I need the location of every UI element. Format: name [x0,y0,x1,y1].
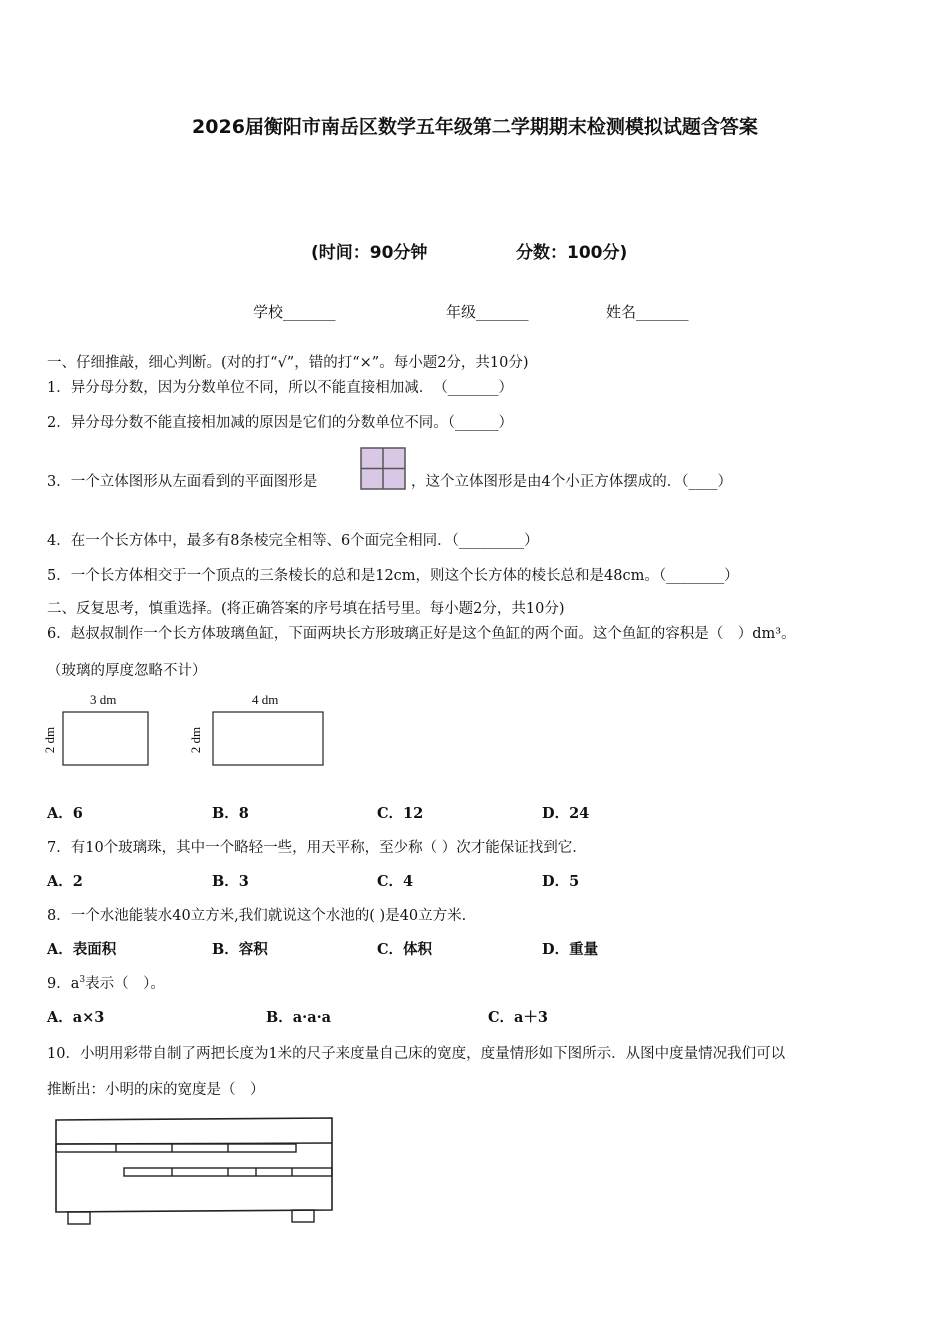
q8-option-a[interactable]: A．表面积 [47,941,117,958]
left-view-figure [360,447,406,490]
q9-option-a[interactable]: A．a×3 [47,1009,105,1026]
q7-option-a[interactable]: A．2 [47,873,83,890]
glass-2-height-label: 2 dm [188,726,204,754]
glass-1-rectangle [60,709,152,769]
glass-2-rectangle [210,709,327,769]
question-6: 6．赵叔叔制作一个长方体玻璃鱼缸，下面两块长方形玻璃正好是这个鱼缸的两个面。这个鱼缸的容积是（ ）dm³。 [47,626,796,642]
section-2-heading: 二、反复思考，慎重选择。(将正确答案的序号填在括号里。每小题2分，共10分) [47,601,565,617]
section-1-heading: 一、仔细推敲，细心判断。(对的打“√”，错的打“×”。每小题2分，共10分) [47,355,529,371]
q9-option-b[interactable]: B．a·a·a [266,1009,332,1026]
name-field: 姓名_______ [606,303,689,321]
glass-1-height-label: 2 dm [42,726,58,754]
q6-option-b[interactable]: B．8 [212,805,249,822]
question-2: 2．异分母分数不能直接相加减的原因是它们的分数单位不同。（______） [47,415,513,431]
school-field: 学校_______ [253,303,336,321]
q9-prefix: 9．a [47,976,80,992]
question-1: 1．异分母分数，因为分数单位不同，所以不能直接相加减． （_______） [47,380,513,396]
question-3-before: 3．一个立体图形从左面看到的平面图形是 [47,474,318,490]
q6-option-d[interactable]: D．24 [542,805,590,822]
q9-suffix: 表示（ ）。 [85,976,165,992]
q8-option-c[interactable]: C．体积 [377,941,433,958]
q8-option-b[interactable]: B．容积 [212,941,268,958]
q7-option-b[interactable]: B．3 [212,873,249,890]
glass-1-width-label: 3 dm [90,692,117,707]
q9-option-c[interactable]: C．a＋3 [488,1009,549,1026]
q8-option-d[interactable]: D．重量 [542,941,599,958]
question-7: 7．有10个玻璃珠，其中一个略轻一些，用天平称，至少称（ ）次才能保证找到它． [47,840,587,856]
exam-score: 分数：100分) [516,243,628,263]
q7-option-d[interactable]: D．5 [542,873,580,890]
page-title: 2026届衡阳市南岳区数学五年级第二学期期末检测模拟试题含答案 [192,116,758,138]
q7-option-c[interactable]: C．4 [377,873,414,890]
question-3-after: ，这个立体图形是由4个小正方体摆成的．（____） [411,474,732,490]
question-9 [47,972,165,993]
q6-option-c[interactable]: C．12 [377,805,424,822]
q6-option-a[interactable]: A．6 [47,805,83,822]
question-10: 10．小明用彩带自制了两把长度为1米的尺子来度量自己床的宽度，度量情形如下图所示．从图中度量情况我们可以 [47,1046,786,1062]
question-4: 4．在一个长方体中，最多有8条棱完全相等、6个面完全相同．（_________） [47,533,539,549]
glass-2-width-label: 4 dm [252,692,279,707]
question-6-note: （玻璃的厚度忽略不计） [47,663,207,679]
question-5: 5．一个长方体相交于一个顶点的三条棱长的总和是12cm，则这个长方体的棱长总和是48cm。（________） [47,568,739,584]
exam-time: (时间：90分钟 [311,243,428,263]
bed-ruler-figure [50,1110,340,1230]
question-8: 8．一个水池能装水40立方米,我们就说这个水池的( )是40立方米. [47,908,467,924]
question-10-cont: 推断出：小明的床的宽度是（ ） [47,1082,265,1098]
q9-exponent: 3 [79,975,86,986]
grade-field: 年级_______ [446,303,529,321]
